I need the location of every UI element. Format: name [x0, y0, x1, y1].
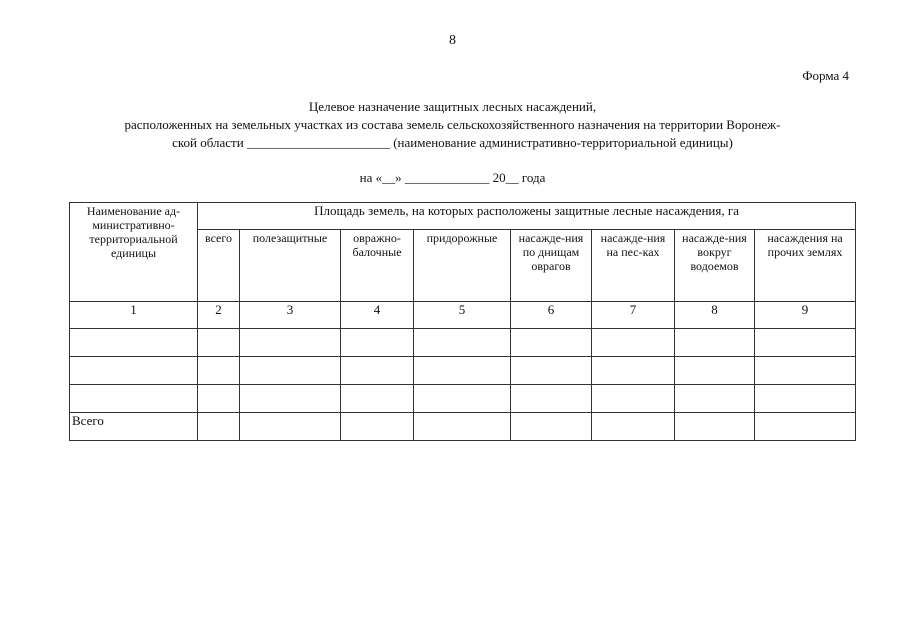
table-cell — [755, 413, 856, 441]
table-cell — [675, 385, 755, 413]
column-header-ravine-bottoms: насажде-ния по днищам оврагов — [511, 230, 592, 302]
column-number: 1 — [70, 302, 198, 329]
date-line: на «__» _____________ 20__ года — [359, 170, 546, 185]
table-cell — [592, 357, 675, 385]
table-cell — [240, 413, 341, 441]
table-cell — [70, 329, 198, 357]
table-cell — [198, 385, 240, 413]
column-header-sands: насажде-ния на пес-ках — [592, 230, 675, 302]
table-cell — [675, 329, 755, 357]
table-cell — [414, 329, 511, 357]
table-cell — [240, 329, 341, 357]
table-row — [70, 329, 856, 357]
table-cell — [592, 385, 675, 413]
column-header-field-protective: полезащитные — [240, 230, 341, 302]
column-number: 4 — [341, 302, 414, 329]
column-number: 6 — [511, 302, 592, 329]
document-title-line-2: расположенных на земельных участках из состава земель сельскохозяйственного назначения на территории Воронеж- — [124, 117, 781, 132]
column-header-water-bodies: насажде-ния вокруг водоемов — [675, 230, 755, 302]
table-cell — [511, 385, 592, 413]
column-number: 9 — [755, 302, 856, 329]
table-cell — [755, 385, 856, 413]
form-label: Форма 4 — [802, 68, 849, 83]
table-cell — [341, 357, 414, 385]
column-number-row — [70, 302, 856, 329]
table-cell — [755, 357, 856, 385]
land-area-table — [69, 202, 856, 441]
table-cell — [675, 413, 755, 441]
table-cell — [198, 413, 240, 441]
table-cell — [414, 385, 511, 413]
table-cell — [414, 357, 511, 385]
column-header-ravine-gully: овражно-балочные — [341, 230, 414, 302]
table-cell — [414, 413, 511, 441]
total-label: Всего — [70, 413, 198, 441]
column-number: 5 — [414, 302, 511, 329]
table-cell — [198, 357, 240, 385]
table-row — [70, 357, 856, 385]
table-cell — [341, 385, 414, 413]
column-number: 8 — [675, 302, 755, 329]
column-number: 7 — [592, 302, 675, 329]
table-row — [70, 385, 856, 413]
column-number: 2 — [198, 302, 240, 329]
table-cell — [341, 413, 414, 441]
column-header-other-lands: насаждения на прочих землях — [755, 230, 856, 302]
table-cell — [240, 357, 341, 385]
table-cell — [592, 329, 675, 357]
table-cell — [341, 329, 414, 357]
table-cell — [240, 385, 341, 413]
document-title-line-3: ской области ______________________ (наименование административно-территориальной единицы) — [172, 135, 733, 150]
group-header-area: Площадь земель, на которых расположены защитные лесные насаждения, га — [198, 203, 856, 230]
column-header-roadside: придорожные — [414, 230, 511, 302]
page-number: 8 — [449, 33, 456, 48]
column-number: 3 — [240, 302, 341, 329]
table-cell — [70, 357, 198, 385]
table-cell — [675, 357, 755, 385]
document-title-line-1: Целевое назначение защитных лесных насаждений, — [308, 99, 597, 114]
column-header-unit-name: Наименование ад-министративно-территориальной единицы — [70, 203, 198, 302]
table-cell — [592, 413, 675, 441]
table-cell — [511, 413, 592, 441]
table-cell — [511, 357, 592, 385]
table-cell — [198, 329, 240, 357]
table-cell — [755, 329, 856, 357]
table-cell — [70, 385, 198, 413]
total-row — [70, 413, 856, 441]
table-cell — [511, 329, 592, 357]
column-header-total: всего — [198, 230, 240, 302]
